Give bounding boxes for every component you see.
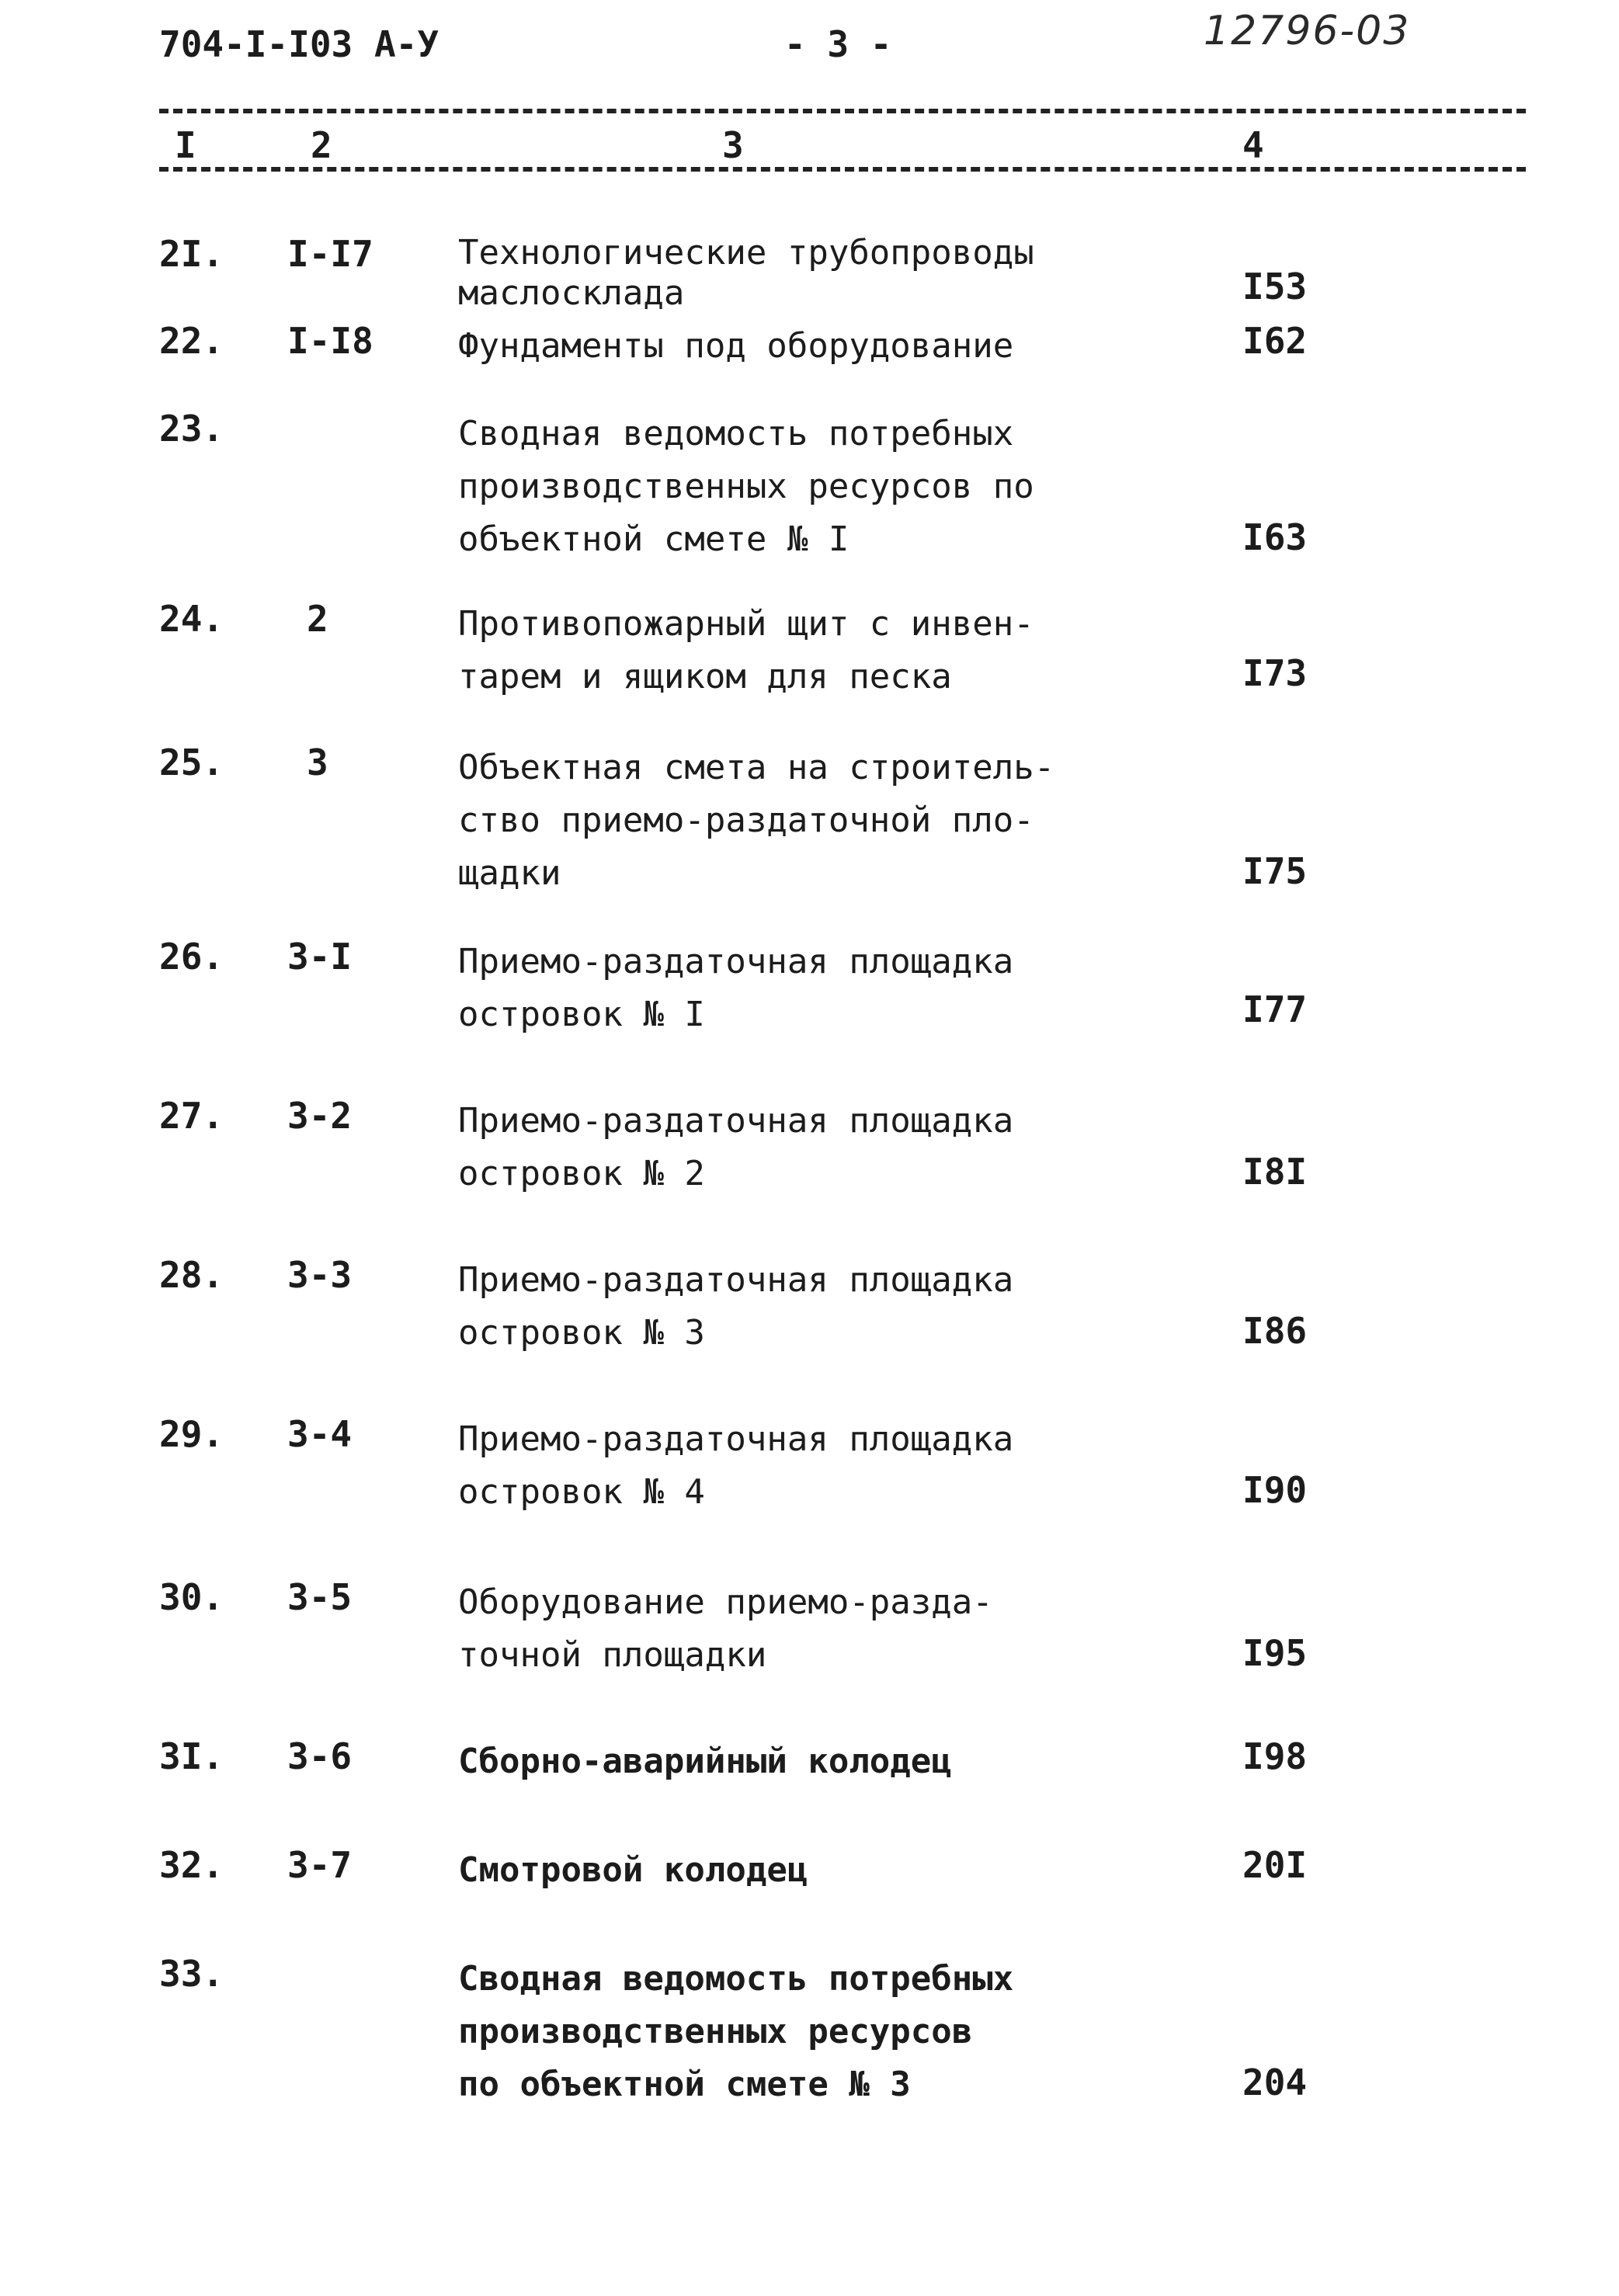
row-page: 20I [1242,1844,1308,1886]
row-title: Приемо-раздаточная площадка островок № 3 [458,1260,1014,1353]
row-number: 25. [159,742,224,783]
row-number: 3I. [159,1735,224,1777]
row-code: 3-2 [287,1095,353,1137]
row-number: 22. [159,320,224,362]
row-code: 3-6 [287,1735,353,1777]
row-code: 3-3 [287,1254,353,1296]
row-number: 27. [159,1095,224,1137]
row-code: 3-I [287,936,353,978]
row-number: 32. [159,1844,224,1886]
column-number-4: 4 [1242,124,1264,166]
row-number: 24. [159,598,224,640]
row-page: I63 [1242,516,1308,558]
row-title: Приемо-раздаточная площадка островок № 4 [458,1419,1014,1512]
row-title: Смотровой колодец [458,1850,808,1890]
row-page: I95 [1242,1632,1308,1674]
row-page: I90 [1242,1469,1308,1511]
row-code: I-I8 [287,320,373,362]
row-page: I73 [1242,652,1308,694]
header-rule-top [159,109,1526,113]
row-title: Фундаменты под оборудование [458,326,1014,366]
row-page: I86 [1242,1310,1308,1352]
row-code: 3 [307,742,328,783]
row-title: Приемо-раздаточная площадка островок № 2 [458,1101,1014,1193]
row-title: Приемо-раздаточная площадка островок № I [458,942,1014,1034]
column-number-1: I [175,124,196,166]
row-page: 204 [1242,2062,1308,2103]
row-number: 23. [159,408,224,450]
row-page: I77 [1242,988,1308,1030]
page-number-mark: - 3 - [784,23,892,65]
row-page: I8I [1242,1151,1308,1193]
column-number-3: 3 [722,124,744,166]
row-title: Объектная смета на строитель- ство приемо-раздаточной пло- щадки [458,748,1055,893]
row-page: I98 [1242,1735,1308,1777]
row-title: Технологические трубопроводы маслосклада [458,233,1034,313]
row-title: Сводная ведомость потребных производственных ресурсов по объектной смете № I [458,414,1034,559]
row-number: 33. [159,1953,224,1995]
row-title: Противопожарный щит с инвен- тарем и ящиком для песка [458,604,1034,696]
header-rule-bottom [159,167,1526,172]
row-page: I62 [1242,320,1308,362]
row-code: 3-5 [287,1576,353,1618]
row-page: I53 [1242,266,1308,307]
row-number: 29. [159,1413,224,1455]
row-number: 28. [159,1254,224,1296]
document-code: 704-I-I03 А-У [159,23,439,65]
row-title: Сводная ведомость потребных производственных ресурсов по объектной смете № 3 [458,1959,1014,2104]
row-title: Оборудование приемо-разда- точной площадки [458,1582,993,1675]
row-number: 30. [159,1576,224,1618]
row-code: 3-4 [287,1413,353,1455]
row-code: I-I7 [287,233,373,275]
row-page: I75 [1242,850,1308,892]
row-code: 2 [307,598,328,640]
row-number: 2I. [159,233,224,275]
row-number: 26. [159,936,224,978]
handwritten-number: 12796-03 [1204,8,1411,54]
row-code: 3-7 [287,1844,353,1886]
column-number-2: 2 [311,124,332,166]
row-title: Сборно-аварийный колодец [458,1742,952,1781]
